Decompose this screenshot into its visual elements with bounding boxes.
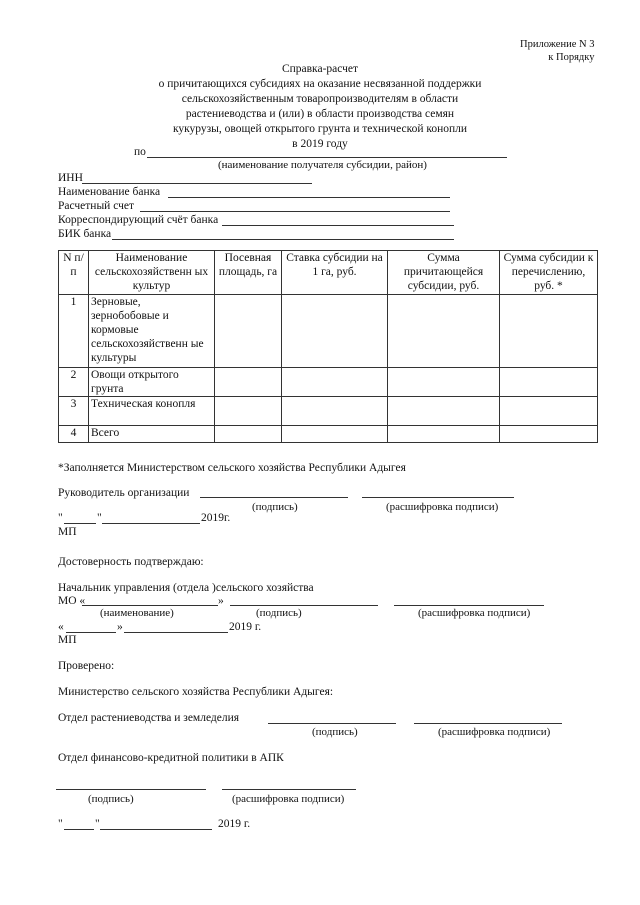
table-row: [59, 426, 598, 443]
stamp-label: МП: [58, 526, 77, 538]
subsidy-table: [58, 250, 598, 443]
date1-year: 2019г.: [201, 512, 231, 524]
chief-sign-line[interactable]: [230, 605, 378, 606]
inn-input-line[interactable]: [82, 183, 312, 184]
mo-name-caption: (наименование): [100, 607, 174, 619]
row-number: 2: [59, 368, 89, 397]
area-cell[interactable]: [215, 368, 282, 397]
date3-day-line[interactable]: [64, 829, 94, 830]
date1-month-line[interactable]: [102, 523, 200, 524]
area-cell[interactable]: [215, 426, 282, 443]
transfer-cell[interactable]: [500, 368, 598, 397]
dept2-decode-line[interactable]: [222, 789, 356, 790]
footnote: *Заполняется Министерством сельского хозяйства Республики Адыгея: [58, 462, 406, 474]
transfer-cell[interactable]: [500, 426, 598, 443]
date2-month-line[interactable]: [124, 632, 228, 633]
due-cell[interactable]: [388, 368, 500, 397]
table-row: [59, 368, 598, 397]
checked-label: Проверено:: [58, 660, 115, 672]
bank-label: Наименование банка: [58, 186, 161, 198]
head-sign-caption: (подпись): [252, 501, 298, 513]
dept1-sign-caption: (подпись): [312, 726, 358, 738]
date3-year: 2019 г.: [218, 818, 251, 830]
table-row: [59, 295, 598, 368]
table-header-row: [59, 251, 598, 295]
title-line6: в 2019 году: [292, 138, 348, 150]
corr-label: Корреспондирующий счёт банка: [58, 214, 219, 226]
date2-day-line[interactable]: [66, 632, 116, 633]
header-name: Наименование сельскохозяйственн ых культур: [89, 251, 215, 295]
head-decode-line[interactable]: [362, 497, 514, 498]
title-line5: кукурузы, овощей открытого грунта и технической конопли: [172, 123, 468, 135]
date3-month-line[interactable]: [100, 829, 212, 830]
document-title: [0, 62, 640, 152]
mo-prefix: МО «: [58, 595, 86, 607]
table-row: [59, 397, 598, 426]
date1-quote-open: ": [58, 512, 63, 524]
head-decode-caption: (расшифровка подписи): [386, 501, 499, 513]
due-cell[interactable]: [388, 397, 500, 426]
due-cell[interactable]: [388, 295, 500, 368]
rate-cell[interactable]: [282, 397, 388, 426]
appendix-label: [520, 38, 594, 64]
header-area: Посевная площадь, га: [215, 251, 282, 295]
due-cell[interactable]: [388, 426, 500, 443]
bank-input-line[interactable]: [168, 197, 450, 198]
appendix-line2: к Порядку: [548, 52, 595, 63]
chief-decode-caption: (расшифровка подписи): [418, 607, 531, 619]
row-crop-name: Техническая конопля: [89, 397, 215, 426]
rate-cell[interactable]: [282, 295, 388, 368]
row-crop-name: Зерновые, зернобобовые и кормовые сельскохозяйственн ые культуры: [89, 295, 215, 368]
dept1-decode-line[interactable]: [414, 723, 562, 724]
corr-input-line[interactable]: [222, 225, 454, 226]
recipient-input-line[interactable]: [147, 157, 507, 158]
area-cell[interactable]: [215, 397, 282, 426]
area-cell[interactable]: [215, 295, 282, 368]
date2-quote-open: «: [58, 621, 64, 633]
chief-sign-caption: (подпись): [256, 607, 302, 619]
chief-label: Начальник управления (отдела )сельского хозяйства: [58, 582, 314, 594]
transfer-cell[interactable]: [500, 295, 598, 368]
date2-year: 2019 г.: [229, 621, 262, 633]
header-n: N п/п: [59, 251, 89, 295]
dept1-decode-caption: (расшифровка подписи): [438, 726, 551, 738]
dept1-sign-line[interactable]: [268, 723, 396, 724]
head-org-label: Руководитель организации: [58, 487, 190, 499]
head-sign-line[interactable]: [200, 497, 348, 498]
date3-quote-open: ": [58, 818, 63, 830]
rate-cell[interactable]: [282, 368, 388, 397]
confirm-label: Достоверность подтверждаю:: [58, 556, 204, 568]
date3-quote-close: ": [95, 818, 100, 830]
appendix-line1: Приложение N 3: [520, 39, 595, 50]
header-due: Сумма причитающейся субсидии, руб.: [388, 251, 500, 295]
header-rate: Ставка субсидии на 1 га, руб.: [282, 251, 388, 295]
title-line2: о причитающихся субсидиях на оказание несвязанной поддержки: [158, 78, 482, 90]
row-number: 3: [59, 397, 89, 426]
dept2-decode-caption: (расшифровка подписи): [232, 793, 345, 805]
title-line4: растениеводства и (или) в области производства семян: [185, 108, 455, 120]
dept2-sign-line[interactable]: [56, 789, 206, 790]
inn-label: ИНН: [58, 172, 83, 184]
mo-suffix: »: [218, 595, 224, 607]
date1-quote-close: ": [97, 512, 102, 524]
row-number: 4: [59, 426, 89, 443]
ministry-label: Министерство сельского хозяйства Республики Адыгея:: [58, 686, 334, 698]
header-transfer: Сумма субсидии к перечислению, руб. *: [500, 251, 598, 295]
mo-name-line[interactable]: [82, 605, 218, 606]
title-line1: Справка-расчет: [281, 63, 359, 75]
date2-quote-close: »: [117, 621, 123, 633]
chief-decode-line[interactable]: [394, 605, 544, 606]
date1-day-line[interactable]: [64, 523, 96, 524]
title-line3: сельскохозяйственным товаропроизводителям в области: [181, 93, 459, 105]
recipient-caption: (наименование получателя субсидии, район): [218, 159, 427, 171]
row-crop-name: Всего: [89, 426, 215, 443]
dept1-label: Отдел растениеводства и земледелия: [58, 712, 240, 724]
rate-cell[interactable]: [282, 426, 388, 443]
recipient-prefix: по: [134, 146, 146, 158]
stamp-label-2: МП: [58, 634, 77, 646]
bik-label: БИК банка: [58, 228, 112, 240]
row-crop-name: Овощи открытого грунта: [89, 368, 215, 397]
transfer-cell[interactable]: [500, 397, 598, 426]
row-number: 1: [59, 295, 89, 368]
account-label: Расчетный счет: [58, 200, 134, 212]
bik-input-line[interactable]: [112, 239, 454, 240]
account-input-line[interactable]: [140, 211, 450, 212]
dept2-label: Отдел финансово-кредитной политики в АПК: [58, 752, 284, 764]
dept2-sign-caption: (подпись): [88, 793, 134, 805]
